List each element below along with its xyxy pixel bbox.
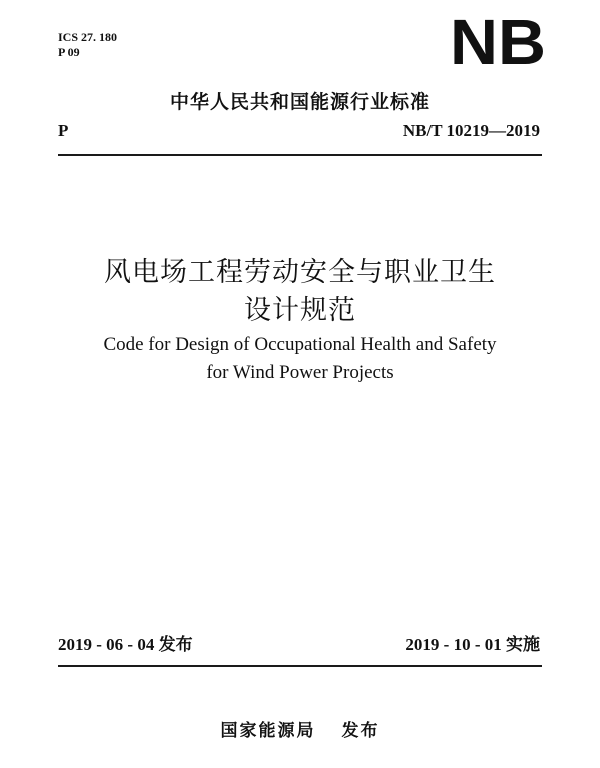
title-en-line2: for Wind Power Projects (206, 362, 394, 383)
issuer-action: 发布 (341, 721, 380, 741)
organization-title: 中华人民共和国能源行业标准 (169, 91, 430, 113)
effective-date-block (405, 630, 540, 655)
nb-logo (448, 10, 548, 72)
category-code: P (58, 121, 69, 140)
issuer-name: 国家能源局 (220, 721, 316, 741)
title-cn-line2: 设计规范 (244, 295, 356, 326)
standard-number: NB/T 10219—2019 (402, 121, 540, 140)
classification-code: P 09 (58, 45, 80, 59)
ics-block (58, 30, 117, 60)
title-en-line1: Code for Design of Occupational Health and Safety (103, 334, 497, 355)
top-divider (58, 154, 542, 156)
bottom-divider (58, 665, 542, 667)
publish-date: 2019 - 06 - 04 (58, 635, 155, 654)
publish-label: 发布 (158, 635, 193, 655)
effective-label: 实施 (506, 635, 540, 655)
title-cn-line1: 风电场工程劳动安全与职业卫生 (104, 257, 496, 288)
effective-date: 2019 - 10 - 01 (405, 635, 502, 654)
publish-date-block (58, 630, 193, 655)
ics-code: ICS 27. 180 (58, 30, 118, 44)
issuer-block (0, 716, 600, 741)
nb-logo-text: NB (450, 10, 546, 72)
